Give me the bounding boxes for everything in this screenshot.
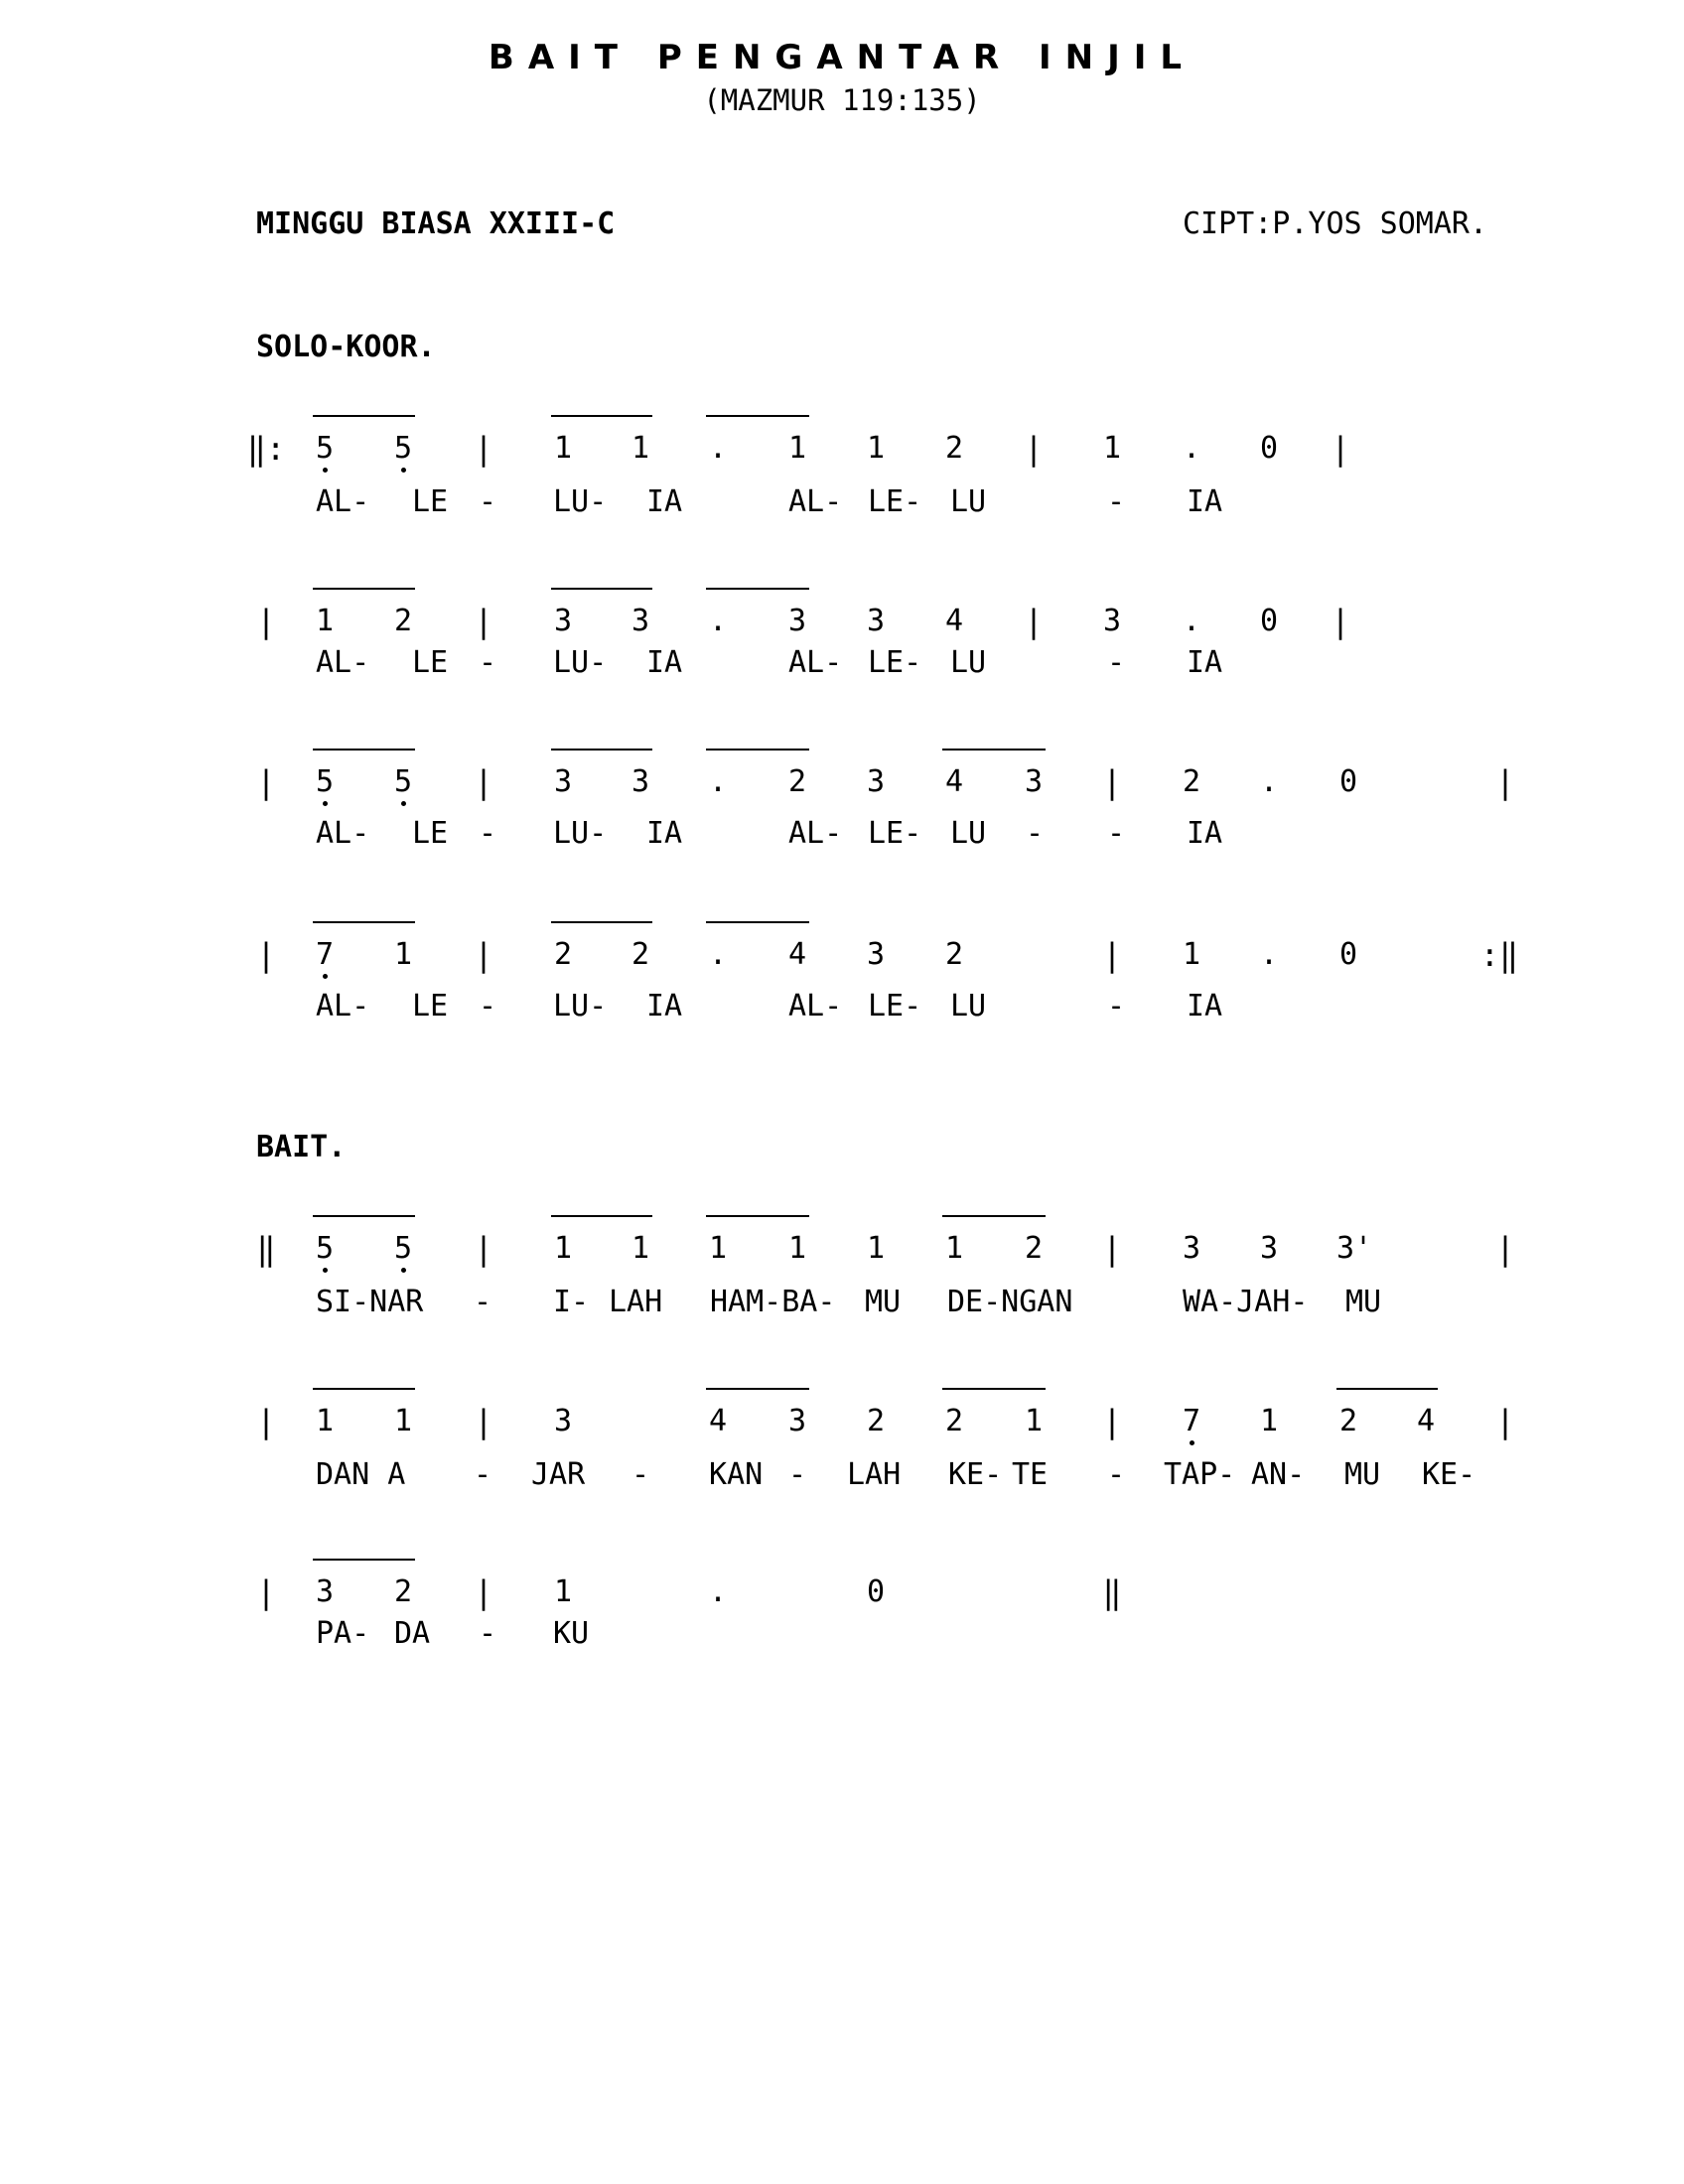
note: .	[1259, 764, 1279, 799]
lyric-syllable: LAH	[609, 1285, 663, 1319]
lyric-syllable: WA-JAH-	[1183, 1285, 1309, 1319]
lyric-syllable: TE	[1012, 1457, 1049, 1492]
lyric-syllable: AL-	[788, 645, 843, 680]
bar-line: |	[1495, 763, 1515, 801]
note: 0	[1259, 604, 1279, 638]
lyric-syllable: LE	[412, 645, 449, 680]
beam-line	[551, 921, 652, 923]
lyric-syllable: LU	[950, 989, 987, 1024]
note: .	[708, 604, 728, 638]
note: 4	[787, 937, 807, 972]
note: 2	[944, 937, 964, 972]
lyric-syllable: MU	[1344, 1457, 1381, 1492]
lyric-syllable: IA	[646, 989, 683, 1024]
note: 2	[393, 1574, 413, 1609]
beam-line	[942, 1388, 1046, 1390]
note: 7	[315, 937, 335, 972]
bar-line: |	[1102, 1230, 1122, 1268]
lyric-syllable: LE-	[868, 484, 922, 519]
lyric-syllable: I-	[553, 1285, 590, 1319]
lyric-syllable: LE	[412, 989, 449, 1024]
lyric-syllable: KE-	[1422, 1457, 1476, 1492]
lyric-syllable: LU	[950, 816, 987, 851]
note: 0	[1259, 431, 1279, 466]
note: 5	[315, 1231, 335, 1266]
note: 1	[866, 431, 886, 466]
beam-line	[313, 749, 415, 751]
bar-line: |	[474, 603, 493, 640]
bar-line: ‖	[1102, 1573, 1122, 1611]
bar-line: |	[1495, 1230, 1515, 1268]
lyric-syllable: LU	[950, 484, 987, 519]
section-label-solo-koor: SOLO-KOOR.	[256, 330, 436, 364]
bar-line: |	[256, 603, 276, 640]
note: 1	[1182, 937, 1201, 972]
note: 1	[553, 1231, 573, 1266]
note: 0	[866, 1574, 886, 1609]
note: 5	[315, 764, 335, 799]
lyric-syllable: LE-	[868, 645, 922, 680]
bar-line: |	[1331, 430, 1350, 468]
lyric-syllable: -	[479, 989, 497, 1024]
note: 2	[944, 431, 964, 466]
beam-line	[313, 415, 415, 417]
beam-line	[551, 588, 652, 590]
beam-line	[706, 749, 809, 751]
bar-line: ‖	[256, 1230, 276, 1268]
note: 1	[1024, 1404, 1044, 1438]
note: 0	[1338, 937, 1358, 972]
lyric-syllable: -	[1107, 989, 1126, 1024]
low-octave-dot	[401, 468, 406, 473]
note: .	[708, 764, 728, 799]
note: 1	[393, 1404, 413, 1438]
note: 3	[1102, 604, 1122, 638]
lyric-syllable: IA	[1187, 645, 1223, 680]
beam-line	[313, 1559, 415, 1561]
note: 3	[553, 1404, 573, 1438]
lyric-syllable: -	[479, 1616, 497, 1651]
low-octave-dot	[1190, 1440, 1194, 1445]
beam-line	[551, 1215, 652, 1217]
note: 1	[553, 1574, 573, 1609]
note: 3	[1259, 1231, 1279, 1266]
lyric-syllable: JAR	[531, 1457, 586, 1492]
lyric-syllable: -	[632, 1457, 650, 1492]
note: 5	[393, 431, 413, 466]
note: 1	[866, 1231, 886, 1266]
beam-line	[706, 1388, 809, 1390]
note: 3	[787, 604, 807, 638]
lyric-syllable: AL-	[316, 484, 370, 519]
bar-line: |	[474, 430, 493, 468]
bar-line: |	[1495, 1403, 1515, 1440]
lyric-syllable: SI-NAR	[316, 1285, 424, 1319]
lyric-syllable: DA	[394, 1616, 431, 1651]
lyric-syllable: -	[1107, 645, 1126, 680]
bar-line: |	[474, 1403, 493, 1440]
bar-line: |	[1102, 1403, 1122, 1440]
lyric-syllable: AL-	[788, 816, 843, 851]
lyric-syllable: AL-	[316, 989, 370, 1024]
note: 2	[1182, 764, 1201, 799]
note: 2	[393, 604, 413, 638]
lyric-syllable: MU	[865, 1285, 902, 1319]
lyric-syllable: LU-	[553, 645, 608, 680]
beam-line	[313, 588, 415, 590]
lyric-syllable: -	[1107, 816, 1126, 851]
note: 1	[631, 431, 650, 466]
lyric-syllable: IA	[646, 816, 683, 851]
lyric-syllable: IA	[1187, 484, 1223, 519]
lyric-syllable: -	[474, 1285, 492, 1319]
note: 1	[315, 1404, 335, 1438]
note: 3'	[1335, 1231, 1373, 1266]
note: 2	[1338, 1404, 1358, 1438]
bar-line: |	[474, 763, 493, 801]
lyric-syllable: -	[788, 1457, 807, 1492]
lyric-syllable: -	[1107, 1457, 1126, 1492]
beam-line	[313, 921, 415, 923]
beam-line	[706, 588, 809, 590]
note: 5	[393, 764, 413, 799]
occasion-label: MINGGU BIASA XXIII-C	[256, 206, 616, 241]
lyric-syllable: LU-	[553, 816, 608, 851]
lyric-syllable: IA	[1187, 816, 1223, 851]
low-octave-dot	[401, 801, 406, 806]
note: 1	[315, 604, 335, 638]
lyric-syllable: LE-	[868, 816, 922, 851]
note: 1	[1102, 431, 1122, 466]
bar-line: |	[256, 1403, 276, 1440]
note: 2	[553, 937, 573, 972]
note: 1	[787, 431, 807, 466]
low-octave-dot	[323, 801, 328, 806]
bar-line: |	[1024, 430, 1044, 468]
note: .	[708, 937, 728, 972]
lyric-syllable: LE-	[868, 989, 922, 1024]
lyric-syllable: LE	[412, 484, 449, 519]
note: 2	[631, 937, 650, 972]
lyric-syllable: LU-	[553, 484, 608, 519]
note: 4	[708, 1404, 728, 1438]
note: 3	[787, 1404, 807, 1438]
note: 2	[1024, 1231, 1044, 1266]
section-label-bait: BAIT.	[256, 1130, 347, 1164]
bar-line: |	[1102, 763, 1122, 801]
bar-line: |	[1102, 936, 1122, 974]
lyric-syllable: -	[479, 645, 497, 680]
note: .	[1259, 937, 1279, 972]
note: 1	[787, 1231, 807, 1266]
note: .	[1182, 431, 1201, 466]
note: 1	[708, 1231, 728, 1266]
lyric-syllable: IA	[646, 484, 683, 519]
lyric-syllable: -	[479, 816, 497, 851]
lyric-syllable: AL-	[316, 645, 370, 680]
note: 7	[1182, 1404, 1201, 1438]
beam-line	[942, 1215, 1046, 1217]
note: .	[708, 1574, 728, 1609]
beam-line	[313, 1215, 415, 1217]
note: 1	[393, 937, 413, 972]
lyric-syllable: KAN	[709, 1457, 764, 1492]
lyric-syllable: HAM-BA-	[710, 1285, 836, 1319]
beam-line	[706, 1215, 809, 1217]
note: 4	[944, 604, 964, 638]
note: 2	[787, 764, 807, 799]
lyric-syllable: -	[474, 1457, 492, 1492]
lyric-syllable: DAN A	[316, 1457, 406, 1492]
lyric-syllable: DE-NGAN	[947, 1285, 1073, 1319]
note: 4	[1416, 1404, 1436, 1438]
bar-line: ‖:	[246, 430, 286, 468]
note: 2	[866, 1404, 886, 1438]
low-octave-dot	[323, 468, 328, 473]
lyric-syllable: TAP-	[1164, 1457, 1236, 1492]
page-subtitle: (MAZMUR 119:135)	[703, 83, 981, 117]
note: 3	[553, 604, 573, 638]
note: 3	[315, 1574, 335, 1609]
lyric-syllable: AL-	[788, 484, 843, 519]
lyric-syllable: -	[479, 484, 497, 519]
lyric-syllable: IA	[1187, 989, 1223, 1024]
low-octave-dot	[323, 974, 328, 979]
lyric-syllable: LAH	[847, 1457, 902, 1492]
note: 3	[1182, 1231, 1201, 1266]
bar-line: |	[474, 1573, 493, 1611]
note: 0	[1338, 764, 1358, 799]
composer-credit: CIPT:P.YOS SOMAR.	[1183, 206, 1488, 241]
note: 3	[866, 937, 886, 972]
lyric-syllable: MU	[1345, 1285, 1382, 1319]
lyric-syllable: PA-	[316, 1616, 370, 1651]
beam-line	[313, 1388, 415, 1390]
low-octave-dot	[401, 1268, 406, 1273]
bar-line: :‖	[1479, 936, 1519, 974]
note: 3	[631, 764, 650, 799]
lyric-syllable: -	[1107, 484, 1126, 519]
note: 4	[944, 764, 964, 799]
lyric-syllable: KU	[553, 1616, 590, 1651]
lyric-syllable: KE-	[948, 1457, 1003, 1492]
note: 1	[631, 1231, 650, 1266]
note: 1	[944, 1231, 964, 1266]
bar-line: |	[256, 1573, 276, 1611]
bar-line: |	[1331, 603, 1350, 640]
note: 3	[553, 764, 573, 799]
lyric-syllable: -	[1026, 816, 1045, 851]
bar-line: |	[256, 763, 276, 801]
lyric-syllable: IA	[646, 645, 683, 680]
note: 5	[393, 1231, 413, 1266]
note: .	[1182, 604, 1201, 638]
page-title: BAIT PENGANTAR INJIL	[488, 38, 1196, 77]
bar-line: |	[474, 1230, 493, 1268]
bar-line: |	[474, 936, 493, 974]
beam-line	[1336, 1388, 1438, 1390]
note: 5	[315, 431, 335, 466]
beam-line	[551, 415, 652, 417]
lyric-syllable: LE	[412, 816, 449, 851]
note: 2	[944, 1404, 964, 1438]
lyric-syllable: LU-	[553, 989, 608, 1024]
lyric-syllable: AN-	[1251, 1457, 1306, 1492]
note: 1	[553, 431, 573, 466]
note: 3	[631, 604, 650, 638]
beam-line	[551, 749, 652, 751]
beam-line	[706, 921, 809, 923]
note: 3	[866, 604, 886, 638]
bar-line: |	[256, 936, 276, 974]
note: 1	[1259, 1404, 1279, 1438]
low-octave-dot	[323, 1268, 328, 1273]
note: 3	[866, 764, 886, 799]
note: .	[708, 431, 728, 466]
beam-line	[942, 749, 1046, 751]
bar-line: |	[1024, 603, 1044, 640]
beam-line	[706, 415, 809, 417]
lyric-syllable: AL-	[316, 816, 370, 851]
lyric-syllable: LU	[950, 645, 987, 680]
lyric-syllable: AL-	[788, 989, 843, 1024]
note: 3	[1024, 764, 1044, 799]
